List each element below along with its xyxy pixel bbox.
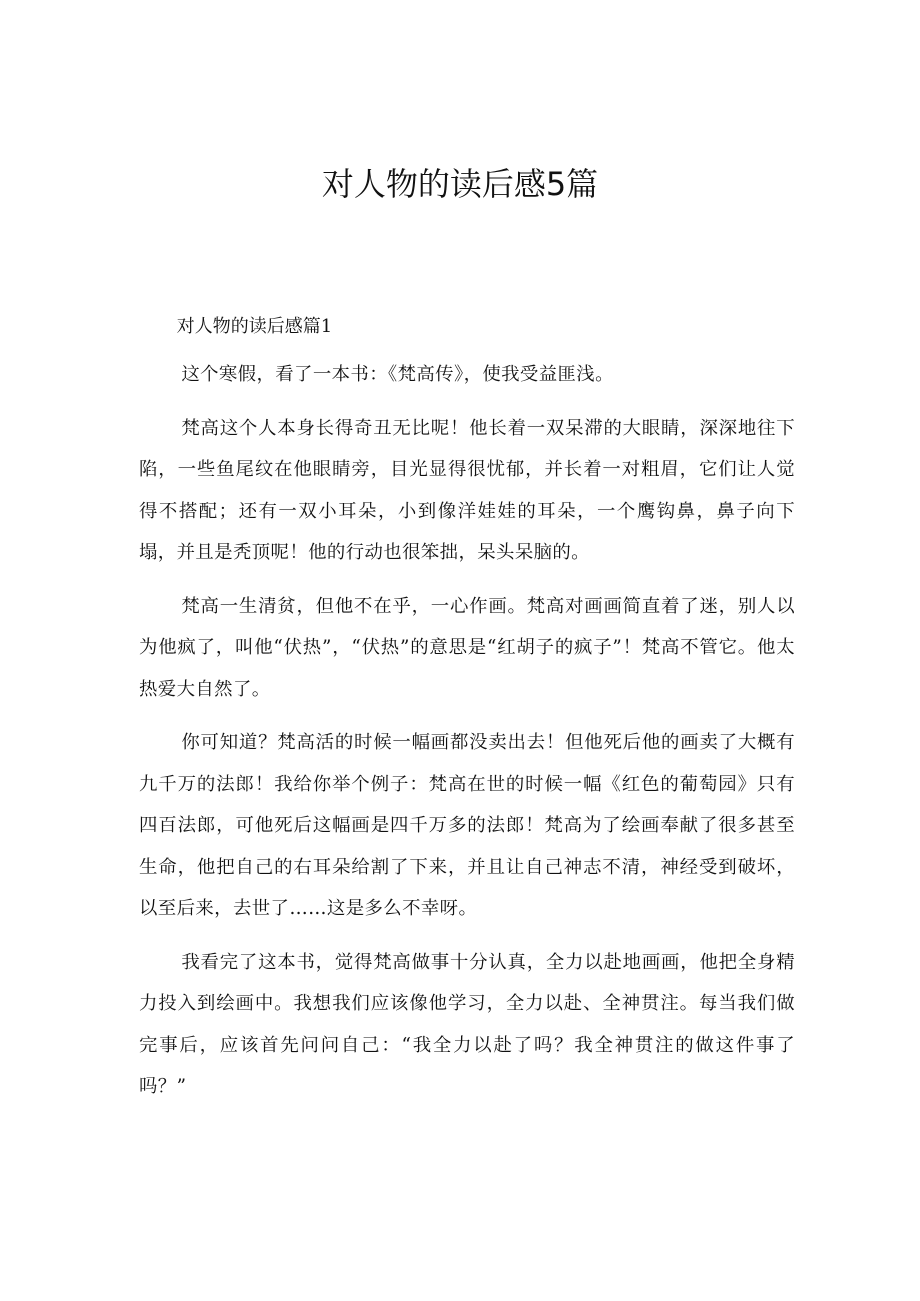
- paragraph-paintings: 你可知道？梵高活的时候一幅画都没卖出去！但他死后他的画卖了大概有九千万的法郎！我给你举个例子：梵高在世的时候一幅《红色的葡萄园》只有四百法郎，可他死后这幅画是四千万多的法郎！梵高为了绘画奉献了很多甚至生命，他把自己的右耳朵给割了下来，并且让自己神志不清，神经受到破坏，以至后来，去世了……这是多么不幸呀。: [139, 732, 795, 919]
- paragraph-intro: 这个寒假，看了一本书：《梵高传》，使我受益匪浅。: [181, 364, 614, 385]
- document-body: [139, 310, 795, 1108]
- paragraph-appearance: 梵高这个人本身长得奇丑无比呢！他长着一双呆滞的大眼睛，深深地往下陷，一些鱼尾纹在他眼睛旁，目光显得很忧郁，并长着一对粗眉，它们让人觉得不搭配；还有一双小耳朵，小到像洋娃娃的耳朵，一个鹰钩鼻，鼻子向下塌，并且是秃顶呢！他的行动也很笨拙，呆头呆脑的。: [139, 417, 795, 563]
- paragraph-reflection: 我看完了这本书，觉得梵高做事十分认真，全力以赴地画画，他把全身精力投入到绘画中。我想我们应该像他学习，全力以赴、全神贯注。每当我们做完事后，应该首先问问自己：“我全力以赴了吗？我全神贯注的做这件事了吗？”: [139, 951, 795, 1097]
- section-heading: 对人物的读后感篇1: [176, 316, 333, 337]
- paragraph-poverty: 梵高一生清贫，但他不在乎，一心作画。梵高对画画简直着了迷，别人以为他疯了，叫他“伏热”，“伏热”的意思是“红胡子的疯子”！梵高不管它。他太热爱大自然了。: [139, 595, 795, 700]
- document-title: 对人物的读后感5篇: [321, 165, 599, 203]
